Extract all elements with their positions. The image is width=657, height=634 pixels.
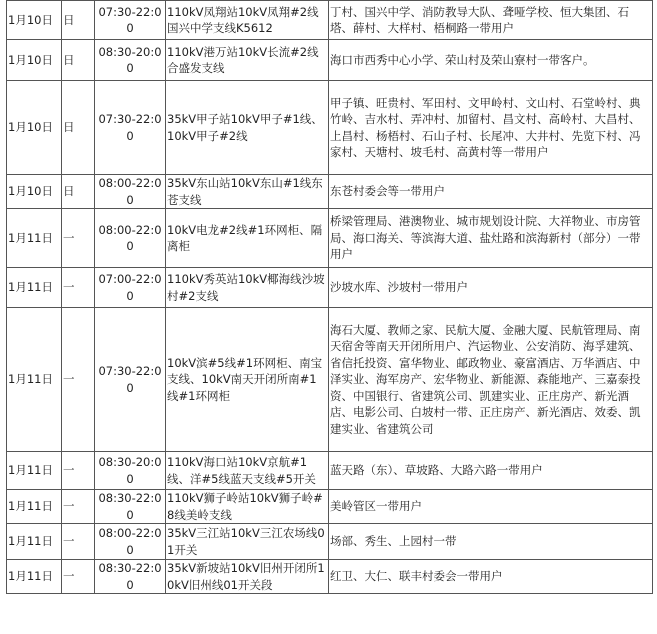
area-cell: 海口市西秀中心小学、荣山村及荣山寮村一带客户。 [329,40,653,81]
weekday-cell: 一 [62,524,95,560]
weekday-cell: 一 [62,209,95,268]
table-row [7,175,653,209]
time-cell: 08:30-20:00 [95,452,166,490]
line-cell: 35kV三江站10kV三江农场线01开关 [166,524,329,560]
area-cell: 东苍村委会等一带用户 [329,175,653,209]
area-cell: 沙坡水库、沙坡村一带用户 [329,268,653,308]
time-cell: 08:00-22:00 [95,524,166,560]
time-cell: 07:30-22:00 [95,81,166,175]
table-row [7,40,653,81]
table-row [7,524,653,560]
area-cell: 蓝天路（东）、草坡路、大路六路一带用户 [329,452,653,490]
table-row [7,490,653,524]
time-cell: 07:30-22:00 [95,308,166,452]
area-cell: 场部、秀生、上园村一带 [329,524,653,560]
date-cell: 1月11日 [7,490,62,524]
date-cell: 1月11日 [7,560,62,594]
weekday-cell: 日 [62,175,95,209]
time-cell: 08:30-22:00 [95,490,166,524]
time-cell: 08:30-22:00 [95,560,166,594]
weekday-cell: 一 [62,308,95,452]
area-cell: 红卫、大仁、联丰村委会一带用户 [329,560,653,594]
area-cell: 桥梁管理局、港澳物业、城市规划设计院、大祥物业、市房管局、海口海关、等滨海大道、盐灶路和滨海新村（部分）一带用户 [329,209,653,268]
line-cell: 35kV东山站10kV东山#1线东苍支线 [166,175,329,209]
line-cell: 110kV狮子岭站10kV狮子岭#8线美岭支线 [166,490,329,524]
area-cell: 丁村、国兴中学、消防教导大队、聋哑学校、恒大集团、石塔、薛村、大样村、梧桐路一带用户 [329,1,653,40]
time-cell: 08:00-22:00 [95,175,166,209]
date-cell: 1月10日 [7,175,62,209]
date-cell: 1月10日 [7,1,62,40]
line-cell: 110kV海口站10kV京航#1线、洋#5线蓝天支线#5开关 [166,452,329,490]
table-row [7,268,653,308]
table-row [7,81,653,175]
date-cell: 1月11日 [7,209,62,268]
weekday-cell: 一 [62,268,95,308]
line-cell: 10kV滨#5线#1环网柜、南宝支线、10kV南天开闭所南#1线#1环网柜 [166,308,329,452]
time-cell: 08:00-22:00 [95,209,166,268]
table-row [7,560,653,594]
date-cell: 1月11日 [7,308,62,452]
area-cell: 美岭管区一带用户 [329,490,653,524]
time-cell: 07:00-22:00 [95,268,166,308]
weekday-cell: 日 [62,1,95,40]
line-cell: 110kV秀英站10kV椰海线沙坡村#2支线 [166,268,329,308]
date-cell: 1月11日 [7,452,62,490]
line-cell: 35kV甲子站10kV甲子#1线、10kV甲子#2线 [166,81,329,175]
table-row [7,308,653,452]
time-cell: 07:30-22:00 [95,1,166,40]
table-row [7,209,653,268]
area-cell: 甲子镇、旺贵村、军田村、文甲岭村、文山村、石堂岭村、典竹岭、吉水村、弄冲村、加留村、昌文村、高岭村、大昌村、上昌村、杨梧村、石山子村、长尾冲、大井村、先览下村、冯家村、天塘村、坡毛村、高黄村等一带用户 [329,81,653,175]
date-cell: 1月10日 [7,81,62,175]
date-cell: 1月11日 [7,524,62,560]
line-cell: 10kV电龙#2线#1环网柜、隔离柜 [166,209,329,268]
weekday-cell: 一 [62,490,95,524]
weekday-cell: 日 [62,40,95,81]
date-cell: 1月10日 [7,40,62,81]
weekday-cell: 一 [62,560,95,594]
weekday-cell: 一 [62,452,95,490]
table-row [7,452,653,490]
line-cell: 110kV凤翔站10kV凤翔#2线国兴中学支线K5612 [166,1,329,40]
table-row [7,1,653,40]
weekday-cell: 日 [62,81,95,175]
date-cell: 1月11日 [7,268,62,308]
area-cell: 海石大厦、教师之家、民航大厦、金融大厦、民航管理局、南天宿舍等南天开闭所用户、汽运物业、公安消防、海孚建筑、省信托投资、富华物业、邮政物业、豪富酒店、万华酒店、中泽实业、海军房产、宏华物业、新能源、森能地产、三嘉泰投资、中国银行、省建筑公司、凯建实业、正庄房产、新光酒店、电影公司、白坡村一带、正庄房产、新光酒店、效委、凯建实业、省建筑公司 [329,308,653,452]
line-cell: 35kV新坡站10kV旧州开闭所10kV旧州线01开关段 [166,560,329,594]
outage-schedule-table [6,0,653,594]
line-cell: 110kV港万站10kV长流#2线合盛发支线 [166,40,329,81]
time-cell: 08:30-20:00 [95,40,166,81]
